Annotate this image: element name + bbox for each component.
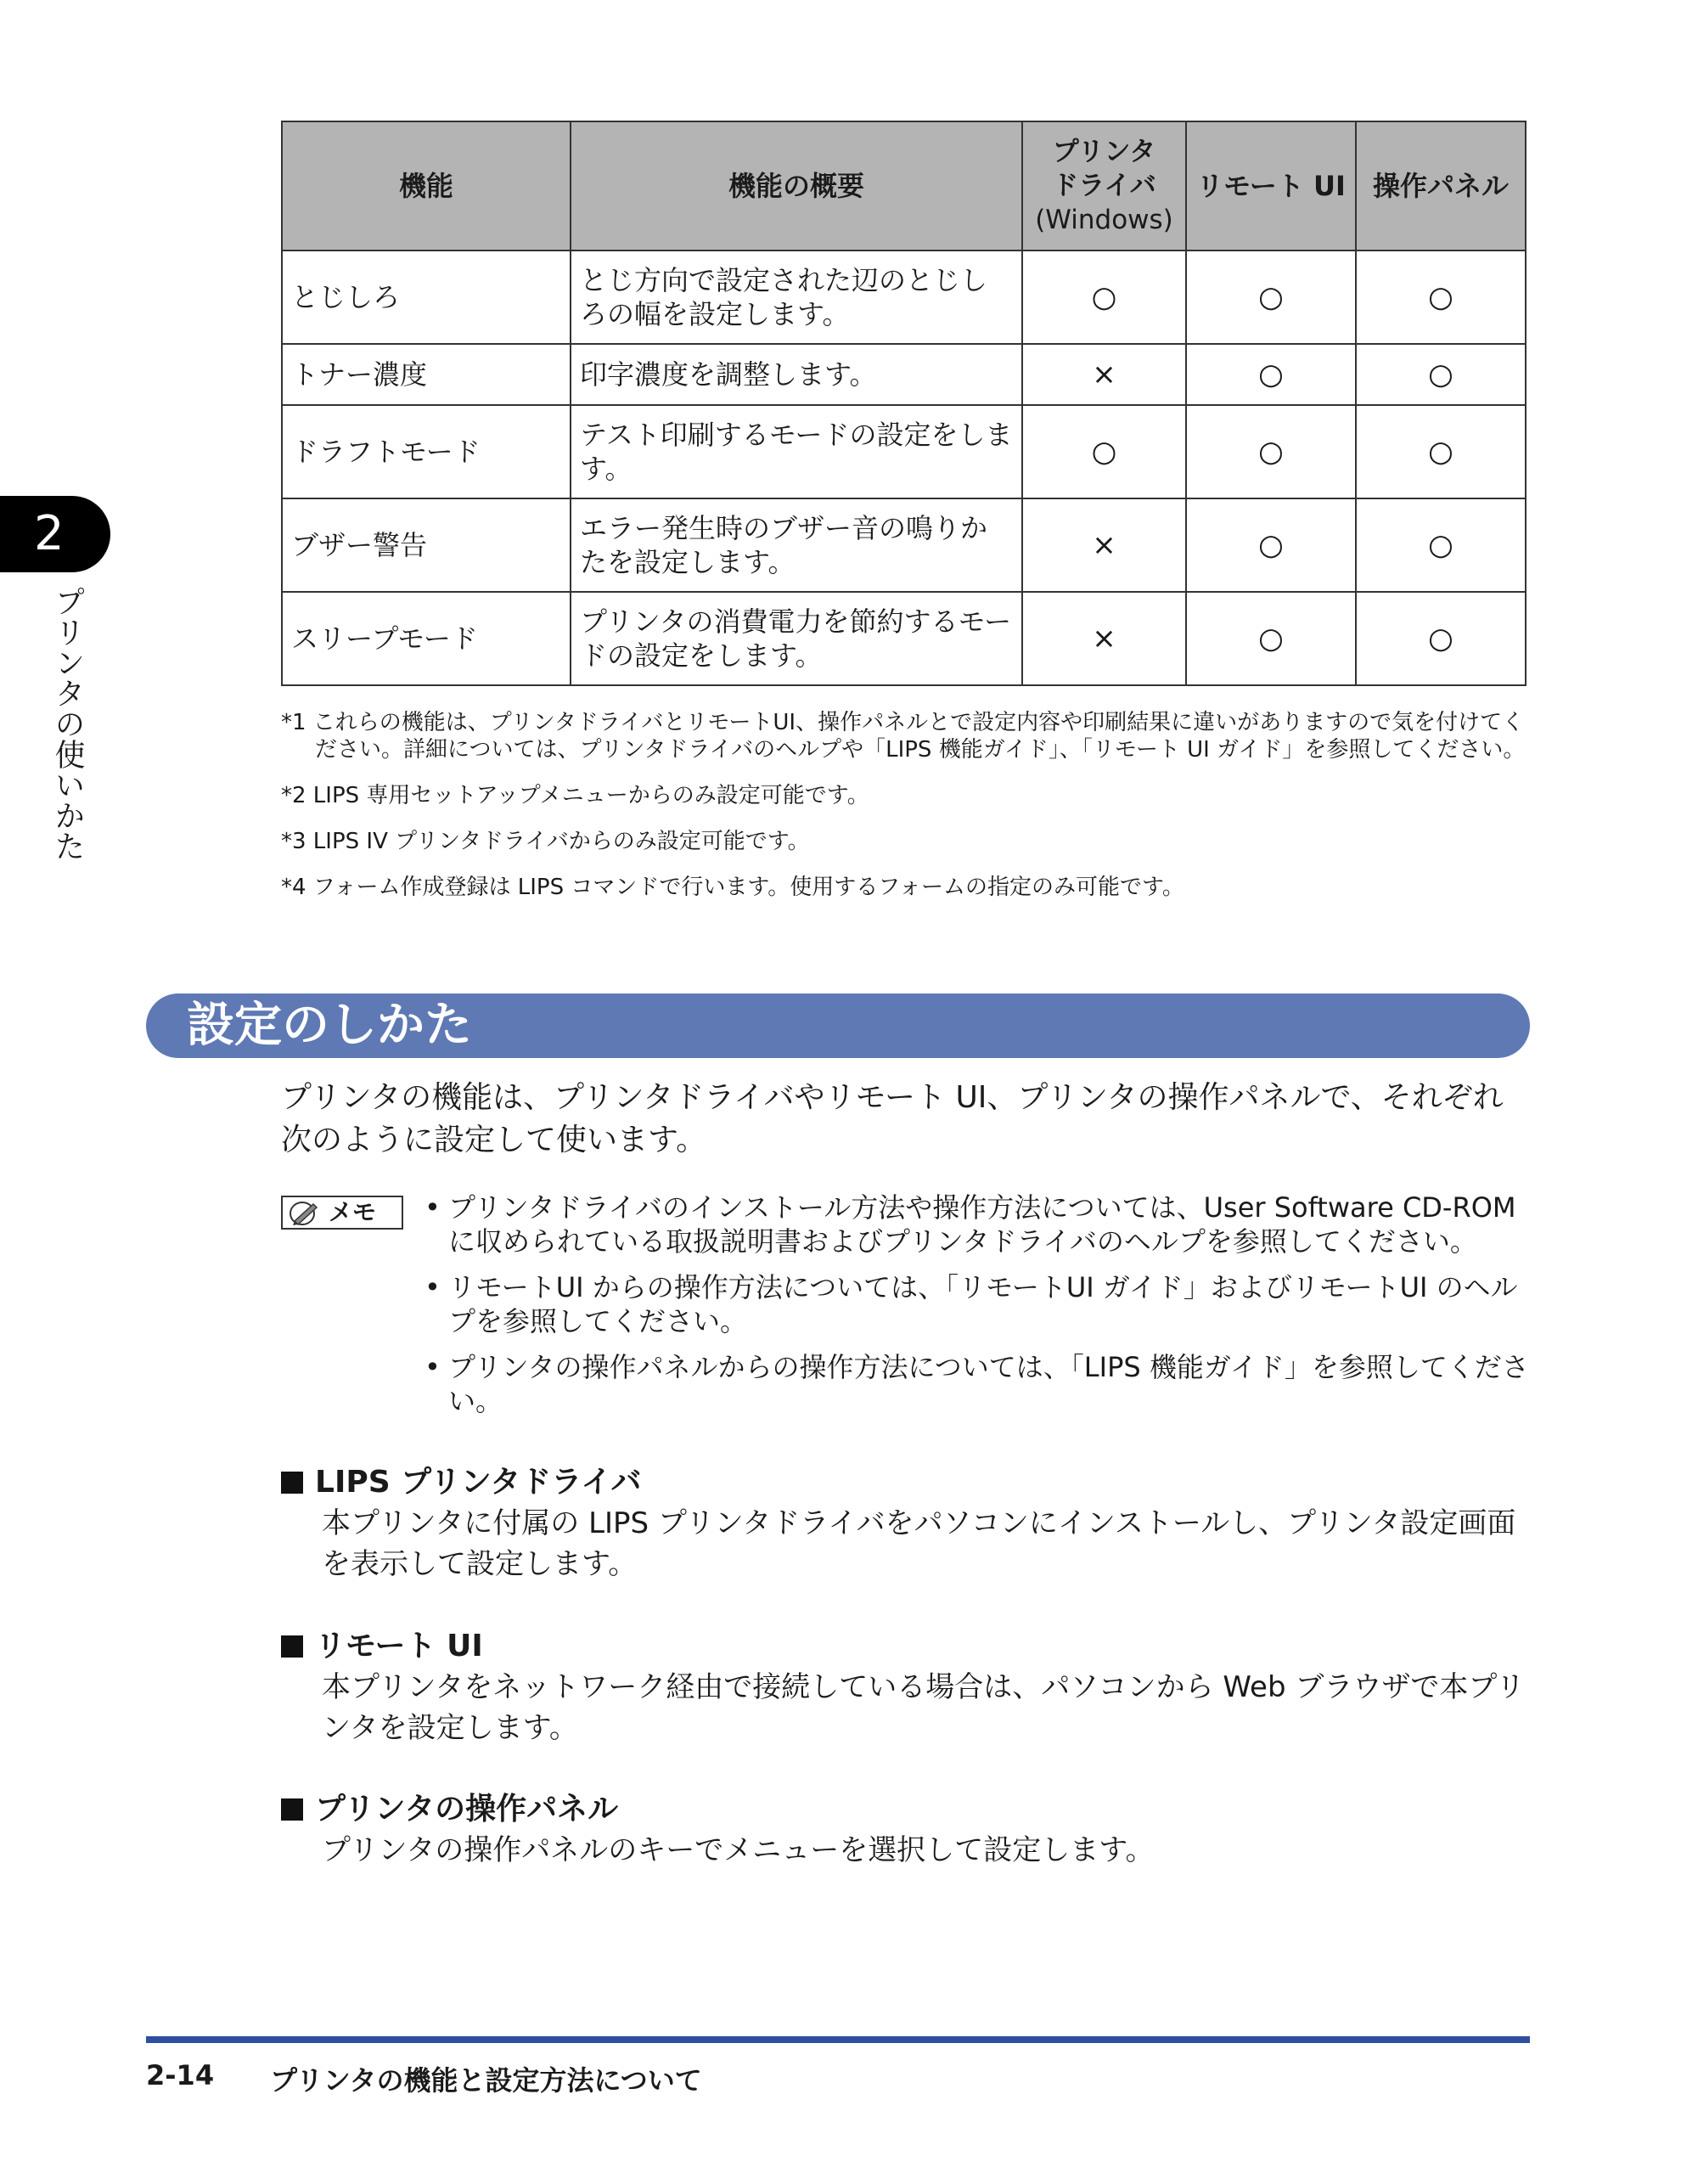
- subsection-title: LIPS プリンタドライバ: [315, 1465, 642, 1500]
- chapter-tab: [0, 496, 110, 572]
- footnotes: [281, 709, 1529, 920]
- cell-panel: ○: [1356, 344, 1526, 405]
- cell-summary: テスト印刷するモードの設定をします。: [571, 405, 1022, 498]
- header-remote-ui: リモート UI: [1186, 121, 1356, 250]
- cell-driver: ×: [1022, 498, 1186, 592]
- header-control-panel: 操作パネル: [1356, 121, 1526, 250]
- header-driver-line2: ドライバ: [1052, 171, 1156, 201]
- header-summary: 機能の概要: [571, 121, 1022, 250]
- cell-driver: ×: [1022, 592, 1186, 685]
- square-bullet-icon: [281, 1635, 303, 1658]
- subsection-title: プリンタの操作パネル: [315, 1792, 619, 1827]
- cell-remote: ○: [1186, 592, 1356, 685]
- subsection-remote-ui: [281, 1626, 1529, 1748]
- memo-item: • プリンタの操作パネルからの操作方法については、「LIPS 機能ガイド」を参照してください。: [424, 1350, 1530, 1418]
- cell-feature: トナー濃度: [282, 344, 571, 405]
- memo-list: [424, 1191, 1530, 1430]
- page-number: 2-14: [146, 2059, 215, 2091]
- table-row: [282, 344, 1526, 405]
- table-row: [282, 592, 1526, 685]
- cell-panel: ○: [1356, 250, 1526, 344]
- cell-feature: とじしろ: [282, 250, 571, 344]
- cell-remote: ○: [1186, 250, 1356, 344]
- cell-remote: ○: [1186, 405, 1356, 498]
- cell-feature: スリープモード: [282, 592, 571, 685]
- section-title: 設定のしかた: [187, 998, 472, 1053]
- cell-panel: ○: [1356, 592, 1526, 685]
- cell-remote: ○: [1186, 498, 1356, 592]
- square-bullet-icon: [281, 1798, 303, 1821]
- subsection-lips-driver: [281, 1462, 1529, 1585]
- subsection-body: 本プリンタをネットワーク経由で接続している場合は、パソコンから Web ブラウザで本プリンタを設定します。: [322, 1670, 1525, 1745]
- cell-panel: ○: [1356, 498, 1526, 592]
- cell-summary: エラー発生時のブザー音の鳴りかたを設定します。: [571, 498, 1022, 592]
- cell-feature: ドラフトモード: [282, 405, 571, 498]
- table-row: [282, 405, 1526, 498]
- feature-table: [281, 121, 1527, 686]
- cell-panel: ○: [1356, 405, 1526, 498]
- pencil-icon: [288, 1199, 320, 1226]
- footer-rule: [146, 2036, 1530, 2043]
- footnote-3: *3 LIPS IV プリンタドライバからのみ設定可能です。: [281, 829, 810, 854]
- memo-item: • プリンタドライバのインストール方法や操作方法については、User Software CD-ROM に収められている取扱説明書およびプリンタドライバのヘルプを参照してください。: [424, 1191, 1530, 1258]
- subsection-body: 本プリンタに付属の LIPS プリンタドライバをパソコンにインストールし、プリンタ設定画面を表示して設定します。: [322, 1506, 1516, 1581]
- footer-title: プリンタの機能と設定方法について: [270, 2064, 702, 2097]
- table-row: [282, 498, 1526, 592]
- footnote-2: *2 LIPS 専用セットアップメニューからのみ設定可能です。: [281, 783, 869, 808]
- subsection-title: リモート UI: [315, 1629, 483, 1663]
- header-printer-driver: [1022, 121, 1186, 250]
- memo-label: [281, 1196, 403, 1230]
- chapter-number: 2: [34, 506, 65, 561]
- cell-feature: ブザー警告: [282, 498, 571, 592]
- subsection-body: プリンタの操作パネルのキーでメニューを選択して設定します。: [322, 1833, 1155, 1867]
- header-feature: 機能: [282, 121, 571, 250]
- chapter-title: プリンタの使いかた: [50, 586, 85, 861]
- square-bullet-icon: [281, 1472, 303, 1494]
- header-driver-line1: プリンタ: [1052, 137, 1156, 167]
- cell-summary: プリンタの消費電力を節約するモードの設定をします。: [571, 592, 1022, 685]
- footnote-4: *4 フォーム作成登録は LIPS コマンドで行います。使用するフォームの指定のみ可能です。: [281, 875, 1184, 900]
- table-header-row: [282, 121, 1526, 250]
- section-banner: [146, 993, 1530, 1058]
- cell-remote: ○: [1186, 344, 1356, 405]
- cell-driver: ○: [1022, 250, 1186, 344]
- memo-label-text: メモ: [329, 1198, 377, 1226]
- table-row: [282, 250, 1526, 344]
- cell-driver: ×: [1022, 344, 1186, 405]
- memo-item: • リモートUI からの操作方法については、「リモートUI ガイド」およびリモートUI のヘルプを参照してください。: [424, 1270, 1530, 1338]
- header-driver-line3: (Windows): [1035, 205, 1173, 235]
- footnote-1: *1 これらの機能は、プリンタドライバとリモートUI、操作パネルとで設定内容や印刷結果に違いがありますので気を付けてください。詳細については、プリンタドライバのヘルプや「LIPS 機能ガイド」、「リモート UI ガイド」を参照してください。: [281, 710, 1526, 763]
- subsection-control-panel: [281, 1789, 1529, 1871]
- cell-summary: 印字濃度を調整します。: [571, 344, 1022, 405]
- section-intro: プリンタの機能は、プリンタドライバやリモート UI、プリンタの操作パネルで、それぞれ次のように設定して使います。: [281, 1080, 1504, 1157]
- cell-summary: とじ方向で設定された辺のとじしろの幅を設定します。: [571, 250, 1022, 344]
- cell-driver: ○: [1022, 405, 1186, 498]
